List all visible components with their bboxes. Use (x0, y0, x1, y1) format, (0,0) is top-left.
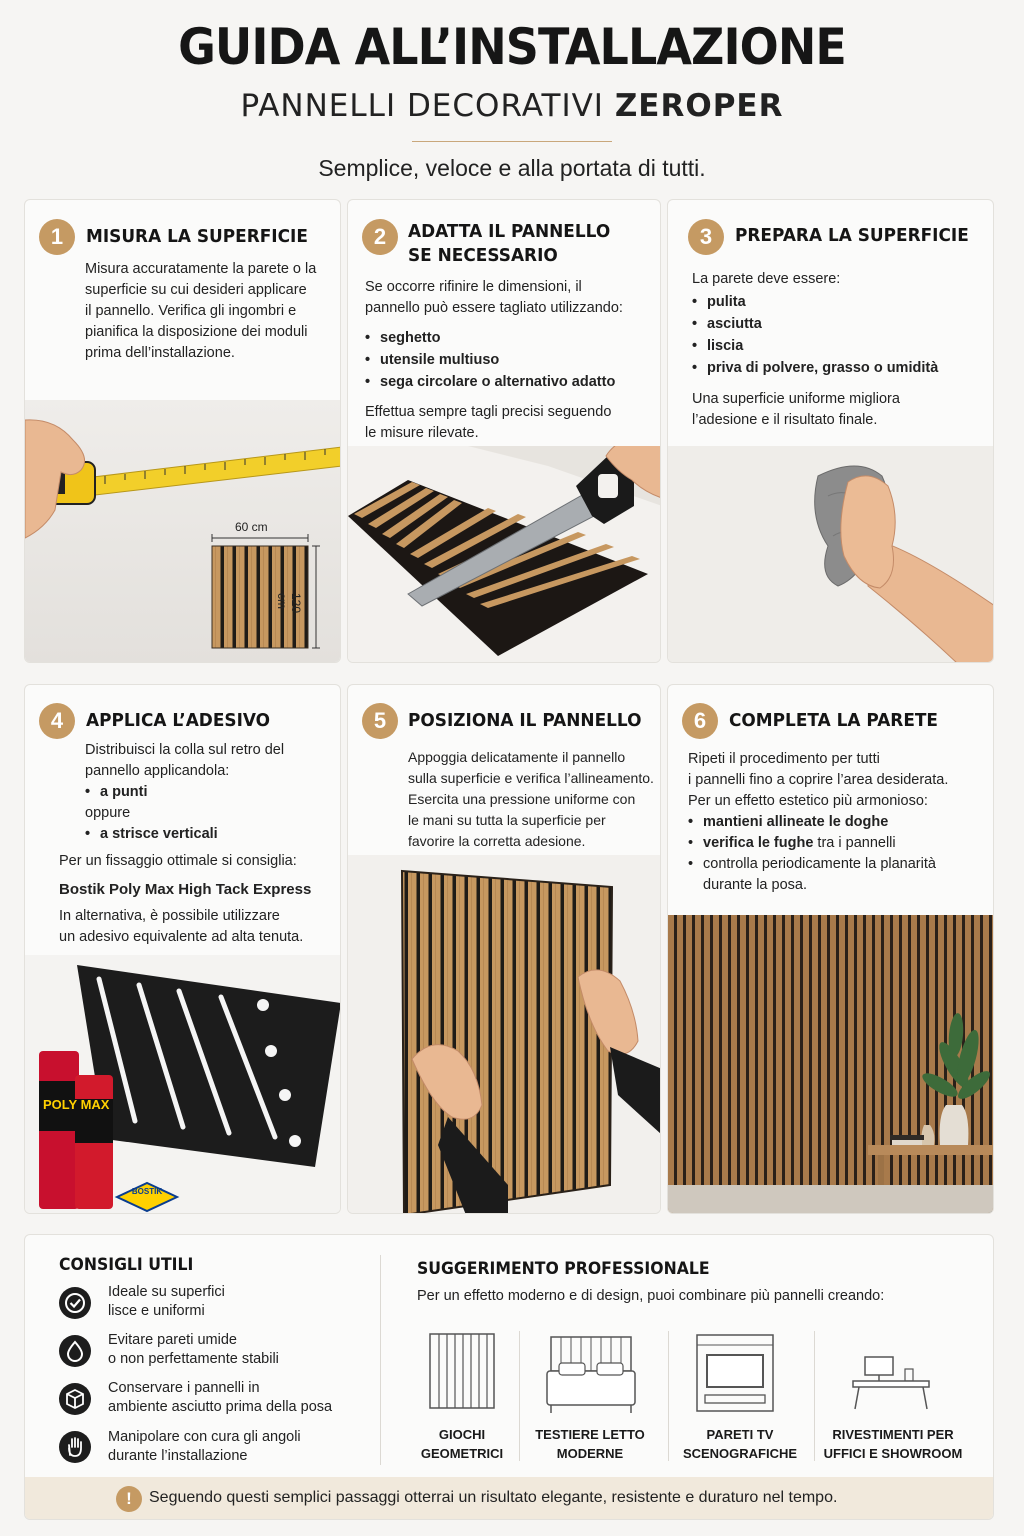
step-text-5: Appoggia delicatamente il pannello sulla superficie e verifica l’allineamento. Esercita una pressione uniforme con le mani su tutta la superficie per favorire la corretta adesione. (408, 749, 654, 849)
tip-3: Conservare i pannelli in ambiente asciutto prima della posa (108, 1380, 333, 1415)
tv-wall-icon (695, 1333, 775, 1413)
sub-title-light: PANNELLI DECORATIVI (240, 88, 604, 124)
tips-title: CONSIGLI UTILI (59, 1255, 194, 1274)
warning-icon: ! (116, 1486, 142, 1512)
tips-divider (380, 1255, 381, 1465)
tip-2: Evitare pareti umide o non perfettamente stabili (108, 1332, 279, 1367)
pro-item-1-label: GIOCHI GEOMETRICI (420, 1427, 504, 1461)
pro-divider-3 (814, 1331, 815, 1461)
step-number-3: 3 (688, 219, 724, 255)
brand-name: ZEROPER (614, 88, 784, 124)
check-circle-icon (59, 1287, 91, 1319)
step-card-5 (347, 684, 661, 1214)
step-text-3: La parete deve essere: • pulita • asciutta • liscia • priva di polvere, grasso o umidità Una superficie uniforme migliora l’adesione e il risultato finale. (692, 269, 987, 431)
step-card-4 (24, 684, 341, 1214)
step-number-4: 4 (39, 703, 75, 739)
tip-1: Ideale su superfici lisce e uniformi (108, 1284, 225, 1319)
pro-item-3-label: PARETI TV SCENOGRAFICHE (682, 1427, 798, 1461)
step-number-6: 6 (682, 703, 718, 739)
adhesive-illustration (25, 955, 341, 1214)
pro-title: SUGGERIMENTO PROFESSIONALE (417, 1259, 710, 1278)
sub-title (0, 88, 1024, 124)
step-card-3 (667, 199, 994, 663)
step-title-3: PREPARA LA SUPERFICIE (735, 225, 969, 246)
step-card-6 (667, 684, 994, 1214)
step-number-5: 5 (362, 703, 398, 739)
finished-wall-illustration (668, 915, 994, 1214)
tube-brand-label: POLY MAX (43, 1097, 110, 1112)
product-name: Bostik Poly Max High Tack Express (59, 881, 312, 898)
dimension-width-label: 60 cm (235, 520, 268, 534)
box-icon (59, 1383, 91, 1415)
tip-4: Manipolare con cura gli angoli durante l’installazione (108, 1429, 301, 1464)
hand-icon (59, 1431, 91, 1463)
step-number-2: 2 (362, 219, 398, 255)
step-text-6: Ripeti il procedimento per tutti i pannelli fino a coprire l’area desiderata. Per un effetto estetico più armonioso: • mantieni allineate le doghe • verifica le fughe tra i pannelli • controlla periodicamente la planarità durante la posa. (688, 749, 988, 896)
step-text-4: Distribuisci la colla sul retro del pannello applicandola: • a punti oppure • a strisce verticali (85, 740, 335, 845)
step-title-5: POSIZIONA IL PANNELLO (408, 710, 642, 731)
step-text-2: Se occorre rifinire le dimensioni, il pannello può essere tagliato utilizzando: • seghetto • utensile multiuso • sega circolare o alternativo adatto Effettua sempre tagli precisi seguendo le misure rilevate. (365, 277, 655, 444)
step-number-1: 1 (39, 219, 75, 255)
step-card-2 (347, 199, 661, 663)
office-desk-icon (851, 1355, 931, 1411)
cleaning-illustration (668, 446, 994, 663)
step-card-1 (24, 199, 341, 663)
positioning-illustration (348, 855, 661, 1214)
step-title-4: APPLICA L’ADESIVO (86, 710, 271, 731)
bed-headboard-icon (545, 1335, 637, 1415)
saw-illustration (348, 446, 661, 663)
tips-section (24, 1234, 994, 1520)
main-title: GUIDA ALL’INSTALLAZIONE (178, 18, 846, 76)
title-divider (412, 141, 612, 142)
footer-bar (25, 1477, 994, 1520)
water-drop-icon (59, 1335, 91, 1367)
step-text-1: Misura accuratamente la parete o la superficie su cui desideri applicare il pannello. Verifica gli ingombri e pianifica la disposizione dei moduli prima dell’installazione. (85, 261, 317, 361)
step-title-1: MISURA LA SUPERFICIE (86, 226, 308, 247)
geometric-panels-icon (427, 1331, 497, 1411)
adhesive-recommendation: Per un fissaggio ottimale si consiglia: Bostik Poly Max High Tack Express In alternativa, è possibile utilizzare un adesivo equivalente ad alta tenuta. (59, 851, 339, 948)
footer-text: Seguendo questi semplici passaggi otterrai un risultato elegante, resistente e duraturo nel tempo. (149, 1489, 838, 1506)
bostik-logo: BOSTIK (131, 1187, 163, 1196)
step-title-6: COMPLETA LA PARETE (729, 710, 938, 731)
pro-intro: Per un effetto moderno e di design, puoi combinare più pannelli creando: (417, 1288, 885, 1304)
pro-item-2-label: TESTIERE LETTO MODERNE (535, 1427, 645, 1461)
tagline: Semplice, veloce e alla portata di tutti. (318, 155, 706, 181)
pro-divider-2 (668, 1331, 669, 1461)
dimension-height-label: 120 cm (275, 593, 303, 614)
step-title-2: ADATTA IL PANNELLO SE NECESSARIO (408, 221, 611, 266)
pro-item-4-label: RIVESTIMENTI PER UFFICI E SHOWROOM (823, 1427, 963, 1461)
